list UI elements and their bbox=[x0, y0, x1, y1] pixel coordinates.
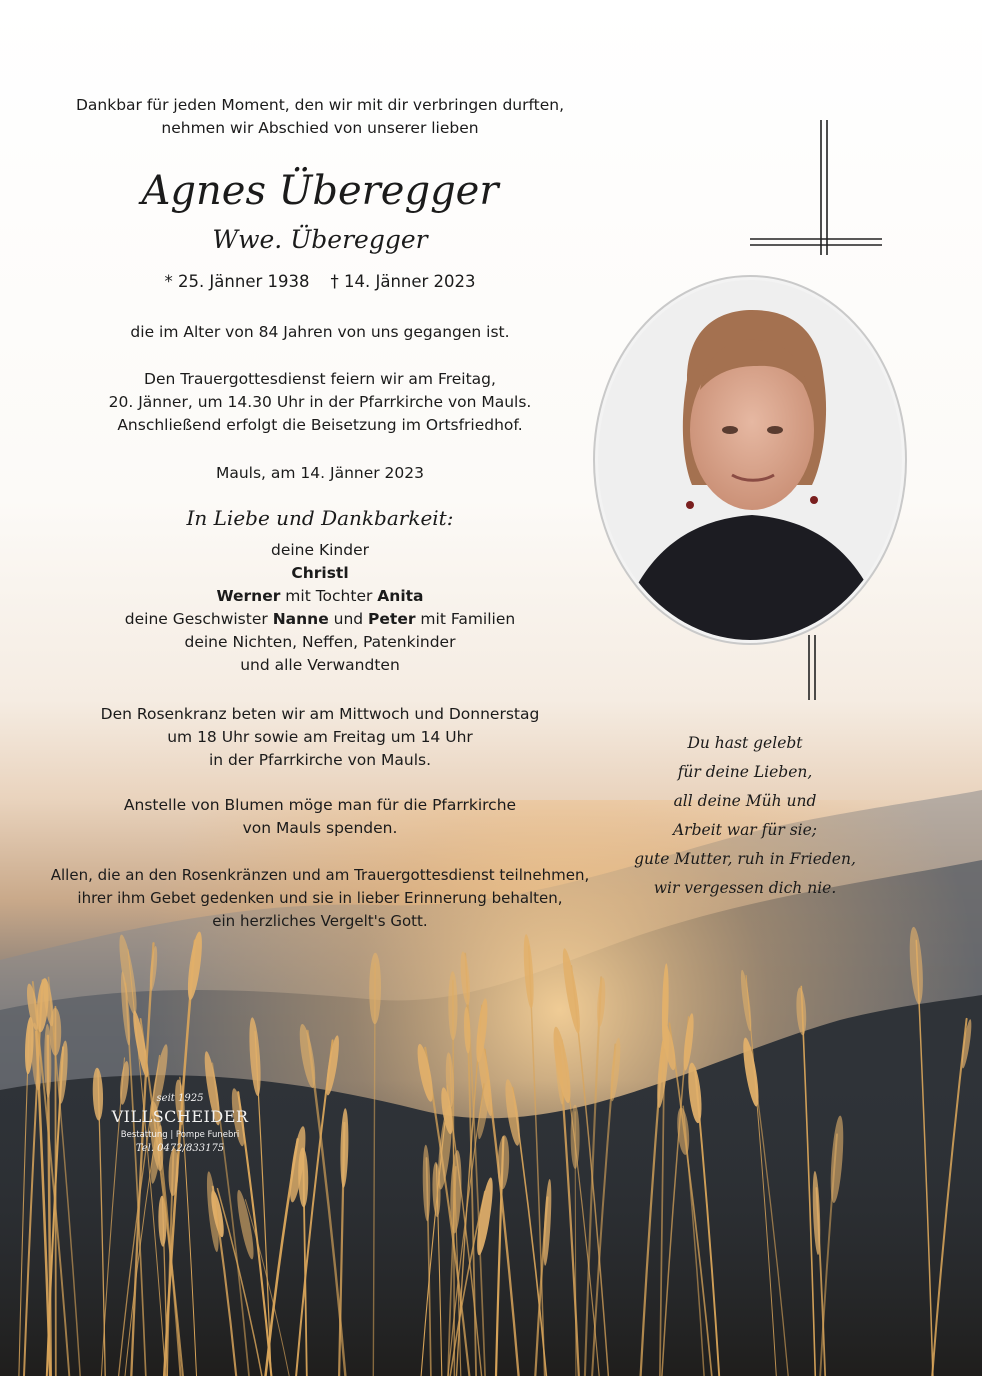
flowers-note: Anstelle von Blumen möge man für die Pfarrkirche von Mauls spenden. bbox=[123, 796, 517, 837]
place-date: Mauls, am 14. Jänner 2023 bbox=[215, 464, 425, 482]
intro-text: Dankbar für jeden Moment, den wir mit dir verbringen durften, nehmen wir Abschied von unserer lieben bbox=[75, 96, 565, 137]
death-date: † 14. Jänner 2023 bbox=[330, 272, 476, 291]
logo-tagline: Bestattung | Pompe Funebri bbox=[120, 1130, 240, 1140]
logo-phone: Tel. 0472/833175 bbox=[135, 1143, 225, 1154]
birth-date: * 25. Jänner 1938 bbox=[164, 272, 310, 291]
deceased-name: Agnes Überegger bbox=[141, 168, 499, 214]
thanks-text: Allen, die an den Rosenkränzen und am Trauergottesdienst teilnehmen, ihrer ihm Gebet gedenken und sie in lieber Erinnerung behalten, ein herzliches Vergelt's Gott. bbox=[50, 866, 590, 930]
family-list: deine Kinder Christl Werner mit Tochter Anita deine Geschwister Nanne und Peter mit Familien deine Nichten, Neffen, Patenkinder und alle Verwandten bbox=[124, 541, 516, 674]
funeral-home-logo bbox=[105, 1092, 255, 1156]
age-line: die im Alter von 84 Jahren von uns gegangen ist. bbox=[130, 323, 510, 341]
logo-since: seit 1925 bbox=[156, 1093, 204, 1104]
rosary-info: Den Rosenkranz beten wir am Mittwoch und Donnerstag um 18 Uhr sowie am Freitag um 14 Uhr in der Pfarrkirche von Mauls. bbox=[100, 705, 540, 769]
life-dates bbox=[40, 270, 600, 293]
memorial-poem: Du hast gelebt für deine Lieben, all deine Müh und Arbeit war für sie; gute Mutter, ruh in Frieden, wir vergessen dich nie. bbox=[634, 734, 856, 897]
love-heading: In Liebe und Dankbarkeit: bbox=[186, 506, 454, 530]
service-info: Den Trauergottesdienst feiern wir am Freitag, 20. Jänner, um 14.30 Uhr in der Pfarrkirche von Mauls. Anschließend erfolgt die Beisetzung im Ortsfriedhof. bbox=[108, 370, 532, 434]
logo-brand: VILLSCHEIDER bbox=[111, 1107, 249, 1126]
widow-subtitle: Wwe. Überegger bbox=[212, 225, 428, 254]
portrait-photo bbox=[592, 270, 912, 655]
